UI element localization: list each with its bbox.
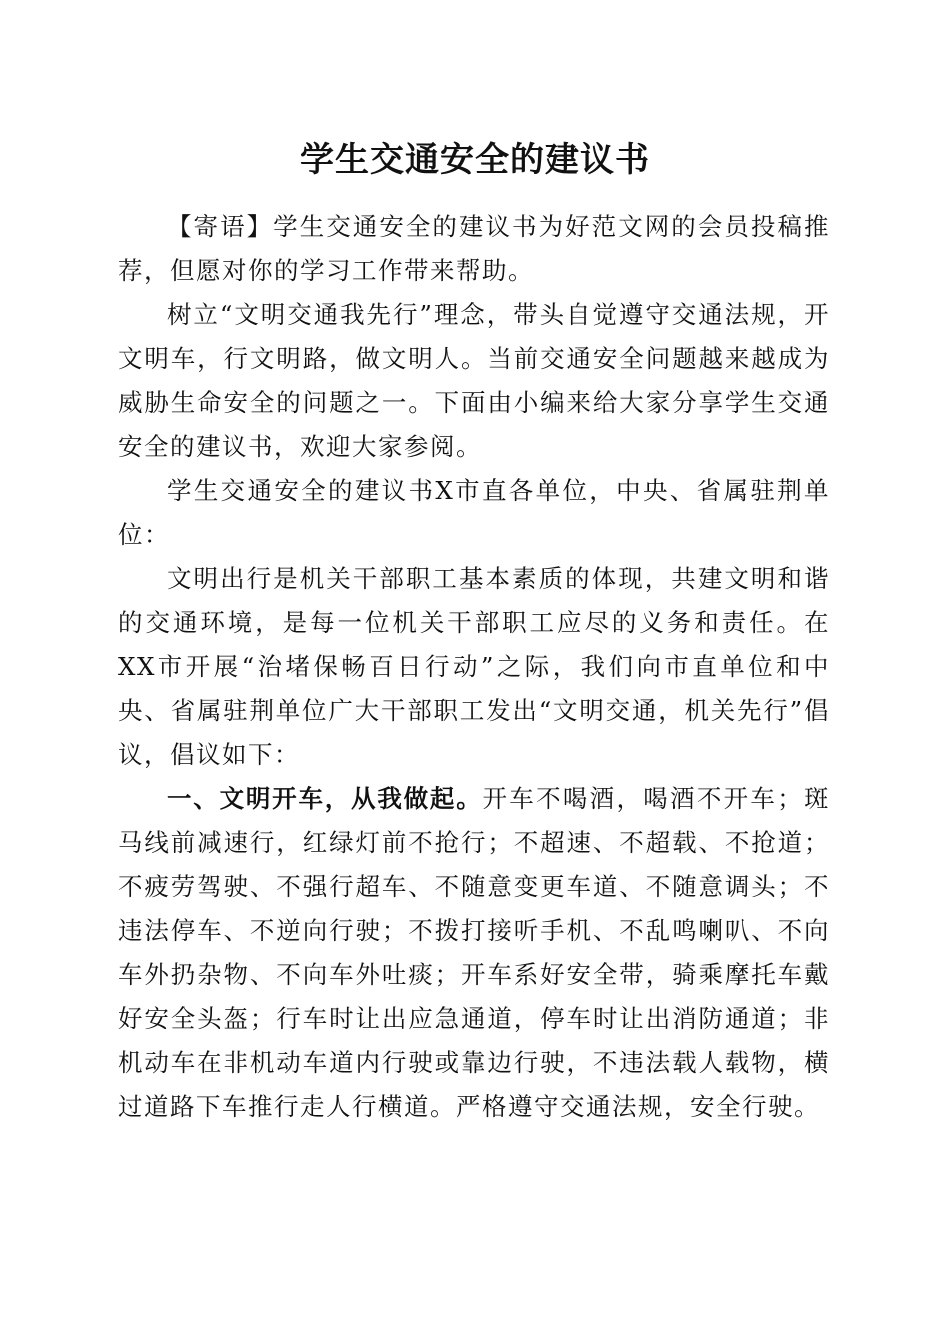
paragraph-proposal — [118, 557, 830, 777]
paragraph-intro — [118, 205, 830, 293]
paragraph-text: 树立“文明交通我先行”理念，带头自觉遵守交通法规，开文明车，行文明路，做文明人。当前交通安全问题越来越成为威胁生命安全的问题之一。下面由小编来给大家分享学生交通安全的建议书，欢迎大家参阅。 — [118, 300, 830, 461]
paragraph-item-one — [118, 777, 830, 1129]
paragraph-text: 【寄语】学生交通安全的建议书为好范文网的会员投稿推荐，但愿对你的学习工作带来帮助。 — [118, 212, 830, 285]
paragraph-lead: 一、文明开车，从我做起。 — [167, 784, 483, 813]
paragraph-text: 开车不喝酒，喝酒不开车；斑马线前减速行，红绿灯前不抢行；不超速、不超载、不抢道；不疲劳驾驶、不强行超车、不随意变更车道、不随意调头；不违法停车、不逆向行驶；不拨打接听手机、不乱鸣喇叭、不向车外扔杂物、不向车外吐痰；开车系好安全带，骑乘摩托车戴好安全头盔；行车时让出应急通道，停车时让出消防通道；非机动车在非机动车道内行驶或靠边行驶，不违法载人载物，横过道路下车推行走人行横道。严格遵守交通法规，安全行驶。 — [118, 784, 830, 1121]
document-title: 学生交通安全的建议书 — [300, 140, 650, 180]
paragraph-salutation — [118, 469, 830, 557]
paragraph-text: 文明出行是机关干部职工基本素质的体现，共建文明和谐的交通环境，是每一位机关干部职工应尽的义务和责任。在XX市开展“治堵保畅百日行动”之际，我们向市直单位和中央、省属驻荆单位广大干部职工发出“文明交通，机关先行”倡议，倡议如下： — [118, 564, 830, 769]
paragraph-background — [118, 293, 830, 469]
document-body — [118, 205, 830, 1129]
paragraph-text: 学生交通安全的建议书X市直各单位，中央、省属驻荆单位： — [118, 476, 830, 549]
